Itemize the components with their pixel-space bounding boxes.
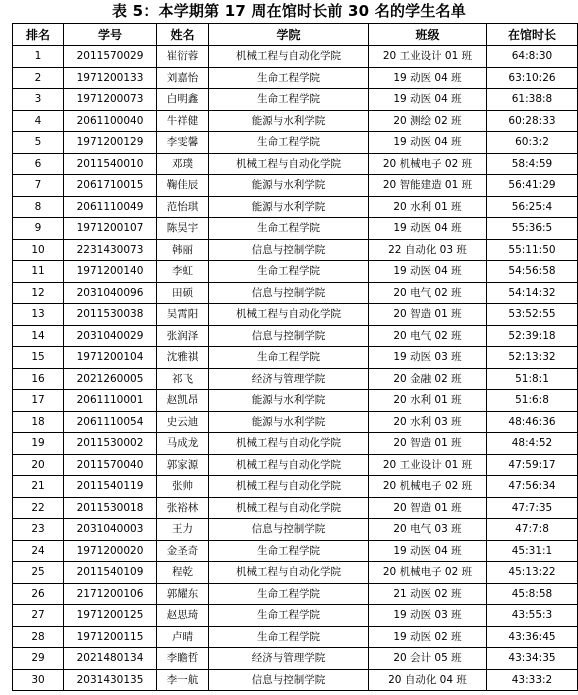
cell-class: 19 动医 04 班 — [369, 67, 487, 89]
cell-duration: 52:39:18 — [487, 325, 578, 347]
cell-rank: 6 — [13, 153, 64, 175]
table-row — [13, 497, 578, 519]
cell-student-id: 2021260005 — [64, 368, 157, 390]
cell-class: 20 电气 03 班 — [369, 519, 487, 541]
cell-class: 20 电气 02 班 — [369, 325, 487, 347]
cell-duration: 64:8:30 — [487, 46, 578, 68]
table-row — [13, 89, 578, 111]
header-rank: 排名 — [13, 24, 64, 46]
cell-college: 机械工程与自动化学院 — [209, 304, 369, 326]
student-duration-table — [12, 23, 578, 691]
cell-name: 田硕 — [157, 282, 209, 304]
cell-rank: 22 — [13, 497, 64, 519]
cell-name: 李虹 — [157, 261, 209, 283]
cell-rank: 19 — [13, 433, 64, 455]
cell-college: 生命工程学院 — [209, 67, 369, 89]
cell-name: 张裕林 — [157, 497, 209, 519]
cell-student-id: 2011540109 — [64, 562, 157, 584]
cell-class: 20 工业设计 01 班 — [369, 454, 487, 476]
table-header — [13, 24, 578, 46]
cell-duration: 52:13:32 — [487, 347, 578, 369]
cell-duration: 58:4:59 — [487, 153, 578, 175]
cell-rank: 28 — [13, 626, 64, 648]
cell-duration: 54:56:58 — [487, 261, 578, 283]
cell-class: 20 电气 02 班 — [369, 282, 487, 304]
cell-college: 能源与水利学院 — [209, 110, 369, 132]
cell-duration: 47:7:35 — [487, 497, 578, 519]
table-row — [13, 110, 578, 132]
cell-class: 20 水利 01 班 — [369, 390, 487, 412]
cell-student-id: 2061710015 — [64, 175, 157, 197]
cell-class: 20 机械电子 02 班 — [369, 153, 487, 175]
cell-college: 机械工程与自动化学院 — [209, 454, 369, 476]
cell-college: 机械工程与自动化学院 — [209, 153, 369, 175]
header-duration: 在馆时长 — [487, 24, 578, 46]
cell-college: 生命工程学院 — [209, 626, 369, 648]
cell-college: 机械工程与自动化学院 — [209, 46, 369, 68]
cell-class: 19 动医 04 班 — [369, 89, 487, 111]
cell-rank: 4 — [13, 110, 64, 132]
cell-name: 陈昊宇 — [157, 218, 209, 240]
cell-duration: 54:14:32 — [487, 282, 578, 304]
cell-duration: 43:55:3 — [487, 605, 578, 627]
cell-duration: 56:25:4 — [487, 196, 578, 218]
table-row — [13, 261, 578, 283]
cell-name: 鞠佳辰 — [157, 175, 209, 197]
cell-student-id: 1971200073 — [64, 89, 157, 111]
cell-class: 19 动医 02 班 — [369, 626, 487, 648]
table-row — [13, 648, 578, 670]
cell-class: 19 动医 03 班 — [369, 347, 487, 369]
cell-duration: 43:34:35 — [487, 648, 578, 670]
cell-class: 20 金融 02 班 — [369, 368, 487, 390]
table-caption: 表 5：本学期第 17 周在馆时长前 30 名的学生名单 — [112, 2, 466, 20]
table-row — [13, 583, 578, 605]
cell-name: 李瞻哲 — [157, 648, 209, 670]
cell-name: 祁飞 — [157, 368, 209, 390]
cell-rank: 2 — [13, 67, 64, 89]
table-row — [13, 540, 578, 562]
cell-name: 郭家源 — [157, 454, 209, 476]
cell-class: 22 自动化 03 班 — [369, 239, 487, 261]
cell-rank: 9 — [13, 218, 64, 240]
cell-class: 20 会计 05 班 — [369, 648, 487, 670]
cell-class: 20 测绘 02 班 — [369, 110, 487, 132]
cell-name: 范怡琪 — [157, 196, 209, 218]
cell-college: 信息与控制学院 — [209, 519, 369, 541]
cell-class: 20 智造 01 班 — [369, 304, 487, 326]
cell-name: 马成龙 — [157, 433, 209, 455]
table-row — [13, 347, 578, 369]
cell-student-id: 2031430135 — [64, 669, 157, 691]
cell-duration: 48:4:52 — [487, 433, 578, 455]
cell-college: 机械工程与自动化学院 — [209, 433, 369, 455]
cell-duration: 48:46:36 — [487, 411, 578, 433]
cell-class: 20 水利 03 班 — [369, 411, 487, 433]
table-row — [13, 218, 578, 240]
cell-duration: 60:28:33 — [487, 110, 578, 132]
cell-college: 能源与水利学院 — [209, 196, 369, 218]
cell-class: 19 动医 04 班 — [369, 132, 487, 154]
cell-student-id: 1971200104 — [64, 347, 157, 369]
cell-duration: 43:36:45 — [487, 626, 578, 648]
table-row — [13, 562, 578, 584]
cell-duration: 60:3:2 — [487, 132, 578, 154]
cell-rank: 17 — [13, 390, 64, 412]
cell-college: 信息与控制学院 — [209, 282, 369, 304]
cell-rank: 3 — [13, 89, 64, 111]
cell-student-id: 2011540119 — [64, 476, 157, 498]
cell-class: 19 动医 04 班 — [369, 261, 487, 283]
cell-name: 刘嘉怡 — [157, 67, 209, 89]
cell-name: 牛祥健 — [157, 110, 209, 132]
cell-duration: 47:56:34 — [487, 476, 578, 498]
cell-rank: 16 — [13, 368, 64, 390]
table-row — [13, 153, 578, 175]
cell-rank: 13 — [13, 304, 64, 326]
cell-class: 19 动医 03 班 — [369, 605, 487, 627]
cell-duration: 47:59:17 — [487, 454, 578, 476]
cell-duration: 53:52:55 — [487, 304, 578, 326]
cell-duration: 61:38:8 — [487, 89, 578, 111]
cell-student-id: 2061100040 — [64, 110, 157, 132]
cell-rank: 7 — [13, 175, 64, 197]
cell-name: 吴霄阳 — [157, 304, 209, 326]
cell-name: 韩丽 — [157, 239, 209, 261]
header-name: 姓名 — [157, 24, 209, 46]
cell-college: 能源与水利学院 — [209, 411, 369, 433]
table-body — [13, 46, 578, 691]
cell-class: 20 自动化 04 班 — [369, 669, 487, 691]
table-row — [13, 196, 578, 218]
cell-college: 信息与控制学院 — [209, 325, 369, 347]
cell-student-id: 2021480134 — [64, 648, 157, 670]
cell-rank: 21 — [13, 476, 64, 498]
cell-college: 能源与水利学院 — [209, 390, 369, 412]
table-row — [13, 132, 578, 154]
cell-class: 20 智造 01 班 — [369, 497, 487, 519]
cell-rank: 12 — [13, 282, 64, 304]
header-college: 学院 — [209, 24, 369, 46]
table-row — [13, 454, 578, 476]
cell-class: 20 智造 01 班 — [369, 433, 487, 455]
header-class: 班级 — [369, 24, 487, 46]
cell-rank: 25 — [13, 562, 64, 584]
cell-name: 赵凯昂 — [157, 390, 209, 412]
cell-class: 20 机械电子 02 班 — [369, 476, 487, 498]
cell-name: 李雯馨 — [157, 132, 209, 154]
table-row — [13, 175, 578, 197]
cell-rank: 29 — [13, 648, 64, 670]
cell-student-id: 2061110001 — [64, 390, 157, 412]
cell-rank: 5 — [13, 132, 64, 154]
cell-rank: 15 — [13, 347, 64, 369]
cell-student-id: 2011570029 — [64, 46, 157, 68]
cell-student-id: 2011530002 — [64, 433, 157, 455]
cell-college: 生命工程学院 — [209, 89, 369, 111]
cell-class: 20 工业设计 01 班 — [369, 46, 487, 68]
cell-duration: 47:7:8 — [487, 519, 578, 541]
cell-rank: 23 — [13, 519, 64, 541]
cell-student-id: 1971200129 — [64, 132, 157, 154]
header-student-id: 学号 — [64, 24, 157, 46]
cell-duration: 45:31:1 — [487, 540, 578, 562]
cell-rank: 18 — [13, 411, 64, 433]
cell-class: 19 动医 04 班 — [369, 540, 487, 562]
cell-duration: 55:11:50 — [487, 239, 578, 261]
cell-rank: 26 — [13, 583, 64, 605]
cell-student-id: 2031040029 — [64, 325, 157, 347]
cell-duration: 43:33:2 — [487, 669, 578, 691]
table-row — [13, 390, 578, 412]
table-row — [13, 411, 578, 433]
cell-duration: 45:8:58 — [487, 583, 578, 605]
cell-name: 赵思琦 — [157, 605, 209, 627]
cell-student-id: 2061110054 — [64, 411, 157, 433]
cell-rank: 20 — [13, 454, 64, 476]
cell-name: 王力 — [157, 519, 209, 541]
table-row — [13, 368, 578, 390]
cell-student-id: 2171200106 — [64, 583, 157, 605]
table-row — [13, 669, 578, 691]
cell-college: 生命工程学院 — [209, 261, 369, 283]
header-row — [13, 24, 578, 46]
cell-name: 郭耀东 — [157, 583, 209, 605]
cell-student-id: 2011530038 — [64, 304, 157, 326]
cell-duration: 55:36:5 — [487, 218, 578, 240]
table-row — [13, 433, 578, 455]
cell-name: 史云迪 — [157, 411, 209, 433]
cell-college: 生命工程学院 — [209, 218, 369, 240]
cell-student-id: 2231430073 — [64, 239, 157, 261]
cell-name: 张帅 — [157, 476, 209, 498]
cell-college: 信息与控制学院 — [209, 239, 369, 261]
cell-college: 生命工程学院 — [209, 132, 369, 154]
cell-college: 经济与管理学院 — [209, 648, 369, 670]
cell-college: 生命工程学院 — [209, 605, 369, 627]
cell-student-id: 2061110049 — [64, 196, 157, 218]
cell-duration: 51:6:8 — [487, 390, 578, 412]
cell-student-id: 1971200115 — [64, 626, 157, 648]
cell-college: 能源与水利学院 — [209, 175, 369, 197]
cell-name: 金圣奇 — [157, 540, 209, 562]
table-row — [13, 239, 578, 261]
cell-name: 程乾 — [157, 562, 209, 584]
cell-college: 生命工程学院 — [209, 583, 369, 605]
cell-student-id: 1971200107 — [64, 218, 157, 240]
cell-duration: 51:8:1 — [487, 368, 578, 390]
cell-name: 崔衍蓉 — [157, 46, 209, 68]
table-row — [13, 605, 578, 627]
cell-duration: 45:13:22 — [487, 562, 578, 584]
cell-name: 白明鑫 — [157, 89, 209, 111]
cell-rank: 8 — [13, 196, 64, 218]
cell-rank: 11 — [13, 261, 64, 283]
cell-college: 机械工程与自动化学院 — [209, 497, 369, 519]
cell-rank: 1 — [13, 46, 64, 68]
cell-class: 20 智能建造 01 班 — [369, 175, 487, 197]
cell-rank: 27 — [13, 605, 64, 627]
cell-class: 20 水利 01 班 — [369, 196, 487, 218]
cell-class: 19 动医 04 班 — [369, 218, 487, 240]
cell-duration: 56:41:29 — [487, 175, 578, 197]
table-row — [13, 519, 578, 541]
cell-name: 沈雅祺 — [157, 347, 209, 369]
cell-student-id: 2011530018 — [64, 497, 157, 519]
cell-college: 生命工程学院 — [209, 347, 369, 369]
table-row — [13, 304, 578, 326]
cell-student-id: 1971200133 — [64, 67, 157, 89]
table-row — [13, 67, 578, 89]
cell-student-id: 2011570040 — [64, 454, 157, 476]
cell-college: 生命工程学院 — [209, 540, 369, 562]
cell-name: 李一航 — [157, 669, 209, 691]
cell-class: 21 动医 02 班 — [369, 583, 487, 605]
table-row — [13, 46, 578, 68]
cell-class: 20 机械电子 02 班 — [369, 562, 487, 584]
cell-college: 经济与管理学院 — [209, 368, 369, 390]
cell-student-id: 2031040003 — [64, 519, 157, 541]
cell-duration: 63:10:26 — [487, 67, 578, 89]
cell-student-id: 1971200125 — [64, 605, 157, 627]
cell-rank: 24 — [13, 540, 64, 562]
cell-name: 卢晴 — [157, 626, 209, 648]
cell-student-id: 2011540010 — [64, 153, 157, 175]
table-row — [13, 282, 578, 304]
table-row — [13, 626, 578, 648]
cell-rank: 10 — [13, 239, 64, 261]
table-row — [13, 476, 578, 498]
cell-college: 机械工程与自动化学院 — [209, 476, 369, 498]
cell-student-id: 1971200020 — [64, 540, 157, 562]
cell-college: 信息与控制学院 — [209, 669, 369, 691]
cell-college: 机械工程与自动化学院 — [209, 562, 369, 584]
cell-rank: 14 — [13, 325, 64, 347]
cell-student-id: 2031040096 — [64, 282, 157, 304]
cell-name: 张润泽 — [157, 325, 209, 347]
cell-name: 邓璞 — [157, 153, 209, 175]
table-row — [13, 325, 578, 347]
cell-student-id: 1971200140 — [64, 261, 157, 283]
cell-rank: 30 — [13, 669, 64, 691]
